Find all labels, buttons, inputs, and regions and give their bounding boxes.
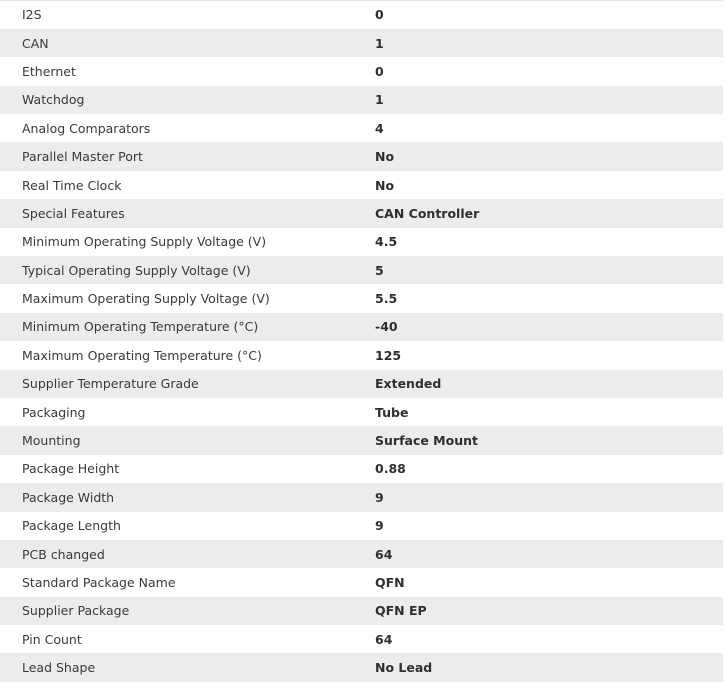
spec-label: Maximum Operating Temperature (°C) <box>22 347 262 363</box>
spec-row <box>0 426 723 454</box>
spec-value: 0 <box>375 7 384 23</box>
spec-label: Ethernet <box>22 63 76 79</box>
spec-value: 64 <box>375 631 393 647</box>
spec-row <box>0 86 723 114</box>
spec-row <box>0 398 723 426</box>
spec-value: 1 <box>375 35 384 51</box>
spec-row <box>0 625 723 653</box>
spec-label: Special Features <box>22 205 125 221</box>
spec-row <box>0 455 723 483</box>
spec-label: Packaging <box>22 404 86 420</box>
spec-row <box>0 313 723 341</box>
spec-row <box>0 540 723 568</box>
spec-label: Lead Shape <box>22 660 96 676</box>
spec-row <box>0 284 723 312</box>
spec-value: No <box>375 177 395 193</box>
spec-label: PCB changed <box>22 546 105 562</box>
spec-value: 1 <box>375 92 384 108</box>
spec-label: Watchdog <box>22 92 85 108</box>
spec-label: Mounting <box>22 433 81 449</box>
spec-value: Surface Mount <box>375 433 478 449</box>
spec-label: Package Length <box>22 518 121 534</box>
spec-row <box>0 370 723 398</box>
spec-label: Package Height <box>22 461 120 477</box>
spec-value: 4.5 <box>375 234 398 250</box>
spec-value: Tube <box>375 404 409 420</box>
spec-label: Standard Package Name <box>22 575 176 590</box>
spec-value: QFN <box>375 575 405 590</box>
spec-value: 4 <box>375 120 384 136</box>
spec-label: Pin Count <box>22 631 82 647</box>
spec-label: Analog Comparators <box>22 120 151 136</box>
specifications-table-body <box>0 1 723 682</box>
spec-value: 125 <box>375 347 402 363</box>
spec-value: No <box>375 149 395 165</box>
spec-row <box>0 199 723 227</box>
spec-label: Real Time Clock <box>22 177 122 193</box>
spec-value: 9 <box>375 518 384 534</box>
spec-label: Minimum Operating Temperature (°C) <box>22 319 259 335</box>
spec-value: QFN EP <box>375 603 427 619</box>
spec-value: 5 <box>375 262 384 278</box>
spec-label: Maximum Operating Supply Voltage (V) <box>22 291 270 307</box>
spec-row <box>0 512 723 540</box>
spec-row <box>0 568 723 596</box>
spec-value: 0.88 <box>375 461 406 477</box>
spec-row <box>0 483 723 511</box>
spec-row <box>0 57 723 85</box>
spec-row <box>0 29 723 57</box>
spec-value: 9 <box>375 489 384 505</box>
spec-label: CAN <box>22 35 49 51</box>
spec-row <box>0 142 723 170</box>
spec-row <box>0 171 723 199</box>
spec-value: No Lead <box>375 660 433 676</box>
spec-label: I2S <box>22 7 42 23</box>
spec-row <box>0 228 723 256</box>
spec-label: Minimum Operating Supply Voltage (V) <box>22 234 267 250</box>
spec-value: CAN Controller <box>375 205 480 221</box>
spec-row <box>0 1 723 29</box>
spec-label: Supplier Package <box>22 603 130 619</box>
spec-row <box>0 597 723 625</box>
spec-value: Extended <box>375 376 442 392</box>
spec-label: Package Width <box>22 489 115 505</box>
spec-label: Parallel Master Port <box>22 149 143 165</box>
spec-row <box>0 653 723 681</box>
spec-row <box>0 341 723 369</box>
spec-value: -40 <box>375 319 398 335</box>
spec-row <box>0 256 723 284</box>
spec-row <box>0 114 723 142</box>
spec-value: 64 <box>375 546 393 562</box>
spec-value: 0 <box>375 63 384 79</box>
spec-label: Supplier Temperature Grade <box>22 376 199 392</box>
spec-value: 5.5 <box>375 291 398 307</box>
spec-label: Typical Operating Supply Voltage (V) <box>22 262 251 278</box>
